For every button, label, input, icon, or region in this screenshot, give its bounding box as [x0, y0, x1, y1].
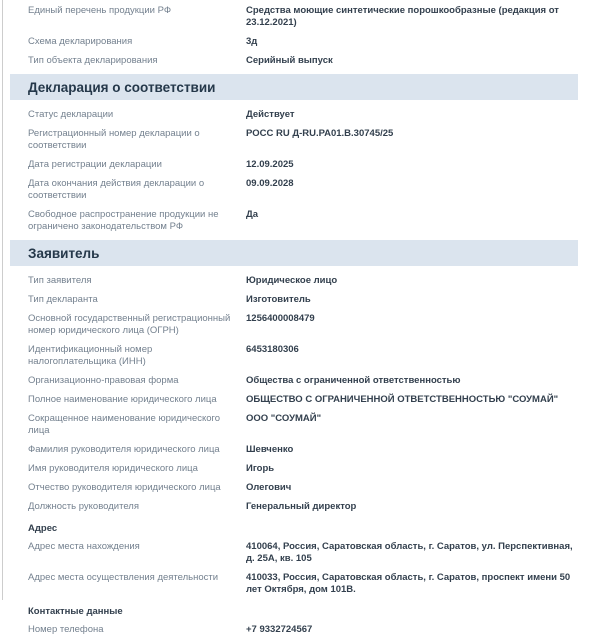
field-row-expiry-date: [28, 174, 578, 205]
field-label: Свободное распространение продукции не ограничено законодательством РФ: [28, 208, 219, 232]
field-value: +7 9332724567: [246, 623, 313, 635]
field-label: Регистрационный номер декларации о соответствии: [28, 127, 200, 151]
field-label: Полное наименование юридического лица: [28, 393, 217, 405]
field-value: ОБЩЕСТВО С ОГРАНИЧЕННОЙ ОТВЕТСТВЕННОСТЬЮ "СОУМАЙ": [246, 393, 559, 405]
field-label: Тип объекта декларирования: [28, 54, 158, 66]
section-header-applicant: [10, 240, 578, 266]
field-value: 09.09.2028: [246, 177, 294, 189]
field-label: Тип заявителя: [28, 274, 92, 286]
detail-content: [10, 0, 578, 639]
field-value: ООО "СОУМАЙ": [246, 412, 322, 424]
field-value: Общества с ограниченной ответственностью: [246, 374, 461, 386]
field-row-registration-date: [28, 155, 578, 174]
subsection-heading-address: Адрес: [28, 523, 58, 534]
field-label: Дата регистрации декларации: [28, 158, 162, 170]
field-value: Игорь: [246, 462, 275, 474]
subsection-heading-contacts: Контактные данные: [28, 606, 123, 617]
field-value: 12.09.2025: [246, 158, 294, 170]
field-label: Статус декларации: [28, 108, 114, 120]
field-label: Имя руководителя юридического лица: [28, 462, 198, 474]
field-label: Отчество руководителя юридического лица: [28, 481, 221, 493]
field-row-phone-number: [28, 620, 578, 639]
field-value: 410033, Россия, Саратовская область, г. Саратов, проспект имени 50 лет Октября, дом 101В.: [246, 571, 571, 595]
field-value: Да: [246, 208, 259, 220]
field-value: Юридическое лицо: [246, 274, 338, 286]
field-row-head-patronymic: [28, 478, 578, 497]
field-value: Действует: [246, 108, 295, 120]
field-label: Идентификационный номер налогоплательщика (ИНН): [28, 343, 153, 367]
field-value: Шевченко: [246, 443, 294, 455]
field-value: Изготовитель: [246, 293, 311, 305]
field-label: Адрес места осуществления деятельности: [28, 571, 219, 583]
field-label: Основной государственный регистрационный номер юридического лица (ОГРН): [28, 312, 231, 336]
field-row-status: [28, 105, 578, 124]
field-label: Тип декларанта: [28, 293, 98, 305]
field-row-head-surname: [28, 440, 578, 459]
field-value: 3д: [246, 35, 258, 47]
field-label: Дата окончания действия декларации о соответствии: [28, 177, 205, 201]
field-row-head-firstname: [28, 459, 578, 478]
field-value: Серийный выпуск: [246, 54, 333, 66]
field-label: Адрес места нахождения: [28, 540, 140, 552]
field-label: Единый перечень продукции РФ: [28, 4, 172, 16]
field-row-legal-form: [28, 371, 578, 390]
section-title: Заявитель: [28, 245, 100, 261]
field-row-declarant-type: [28, 290, 578, 309]
field-value: Олегович: [246, 481, 292, 493]
field-value: 1256400008479: [246, 312, 315, 324]
section-header-declaration: [10, 74, 578, 100]
field-label: Должность руководителя: [28, 500, 139, 512]
field-row-full-name: [28, 390, 578, 409]
field-label: Схема декларирования: [28, 35, 133, 47]
field-row-head-position: [28, 497, 578, 516]
field-value: 6453180306: [246, 343, 299, 355]
field-row-declaration-scheme: [28, 32, 578, 51]
field-row-ogrn: [28, 309, 578, 340]
field-value: 410064, Россия, Саратовская область, г. Саратов, ул. Перспективная, д. 25А, кв. 105: [246, 540, 573, 564]
field-row-free-distribution: [28, 205, 578, 236]
field-row-registration-number: [28, 124, 578, 155]
field-label: Сокращенное наименование юридического лица: [28, 412, 221, 436]
field-row-object-type: [28, 51, 578, 70]
field-label: Номер телефона: [28, 623, 104, 635]
section-title: Декларация о соответствии: [28, 79, 216, 95]
field-row-short-name: [28, 409, 578, 440]
field-row-applicant-type: [28, 271, 578, 290]
field-row-location-address: [28, 537, 578, 568]
panel-left-border: [2, 0, 3, 600]
field-value: Средства моющие синтетические порошкообразные (редакция от 23.12.2021): [246, 4, 559, 28]
field-row-product-list: [28, 1, 578, 32]
field-label: Организационно-правовая форма: [28, 374, 179, 386]
field-row-inn: [28, 340, 578, 371]
field-label: Фамилия руководителя юридического лица: [28, 443, 220, 455]
field-value: РОСС RU Д-RU.РА01.В.30745/25: [246, 127, 394, 139]
field-row-activity-address: [28, 568, 578, 599]
field-value: Генеральный директор: [246, 500, 357, 512]
